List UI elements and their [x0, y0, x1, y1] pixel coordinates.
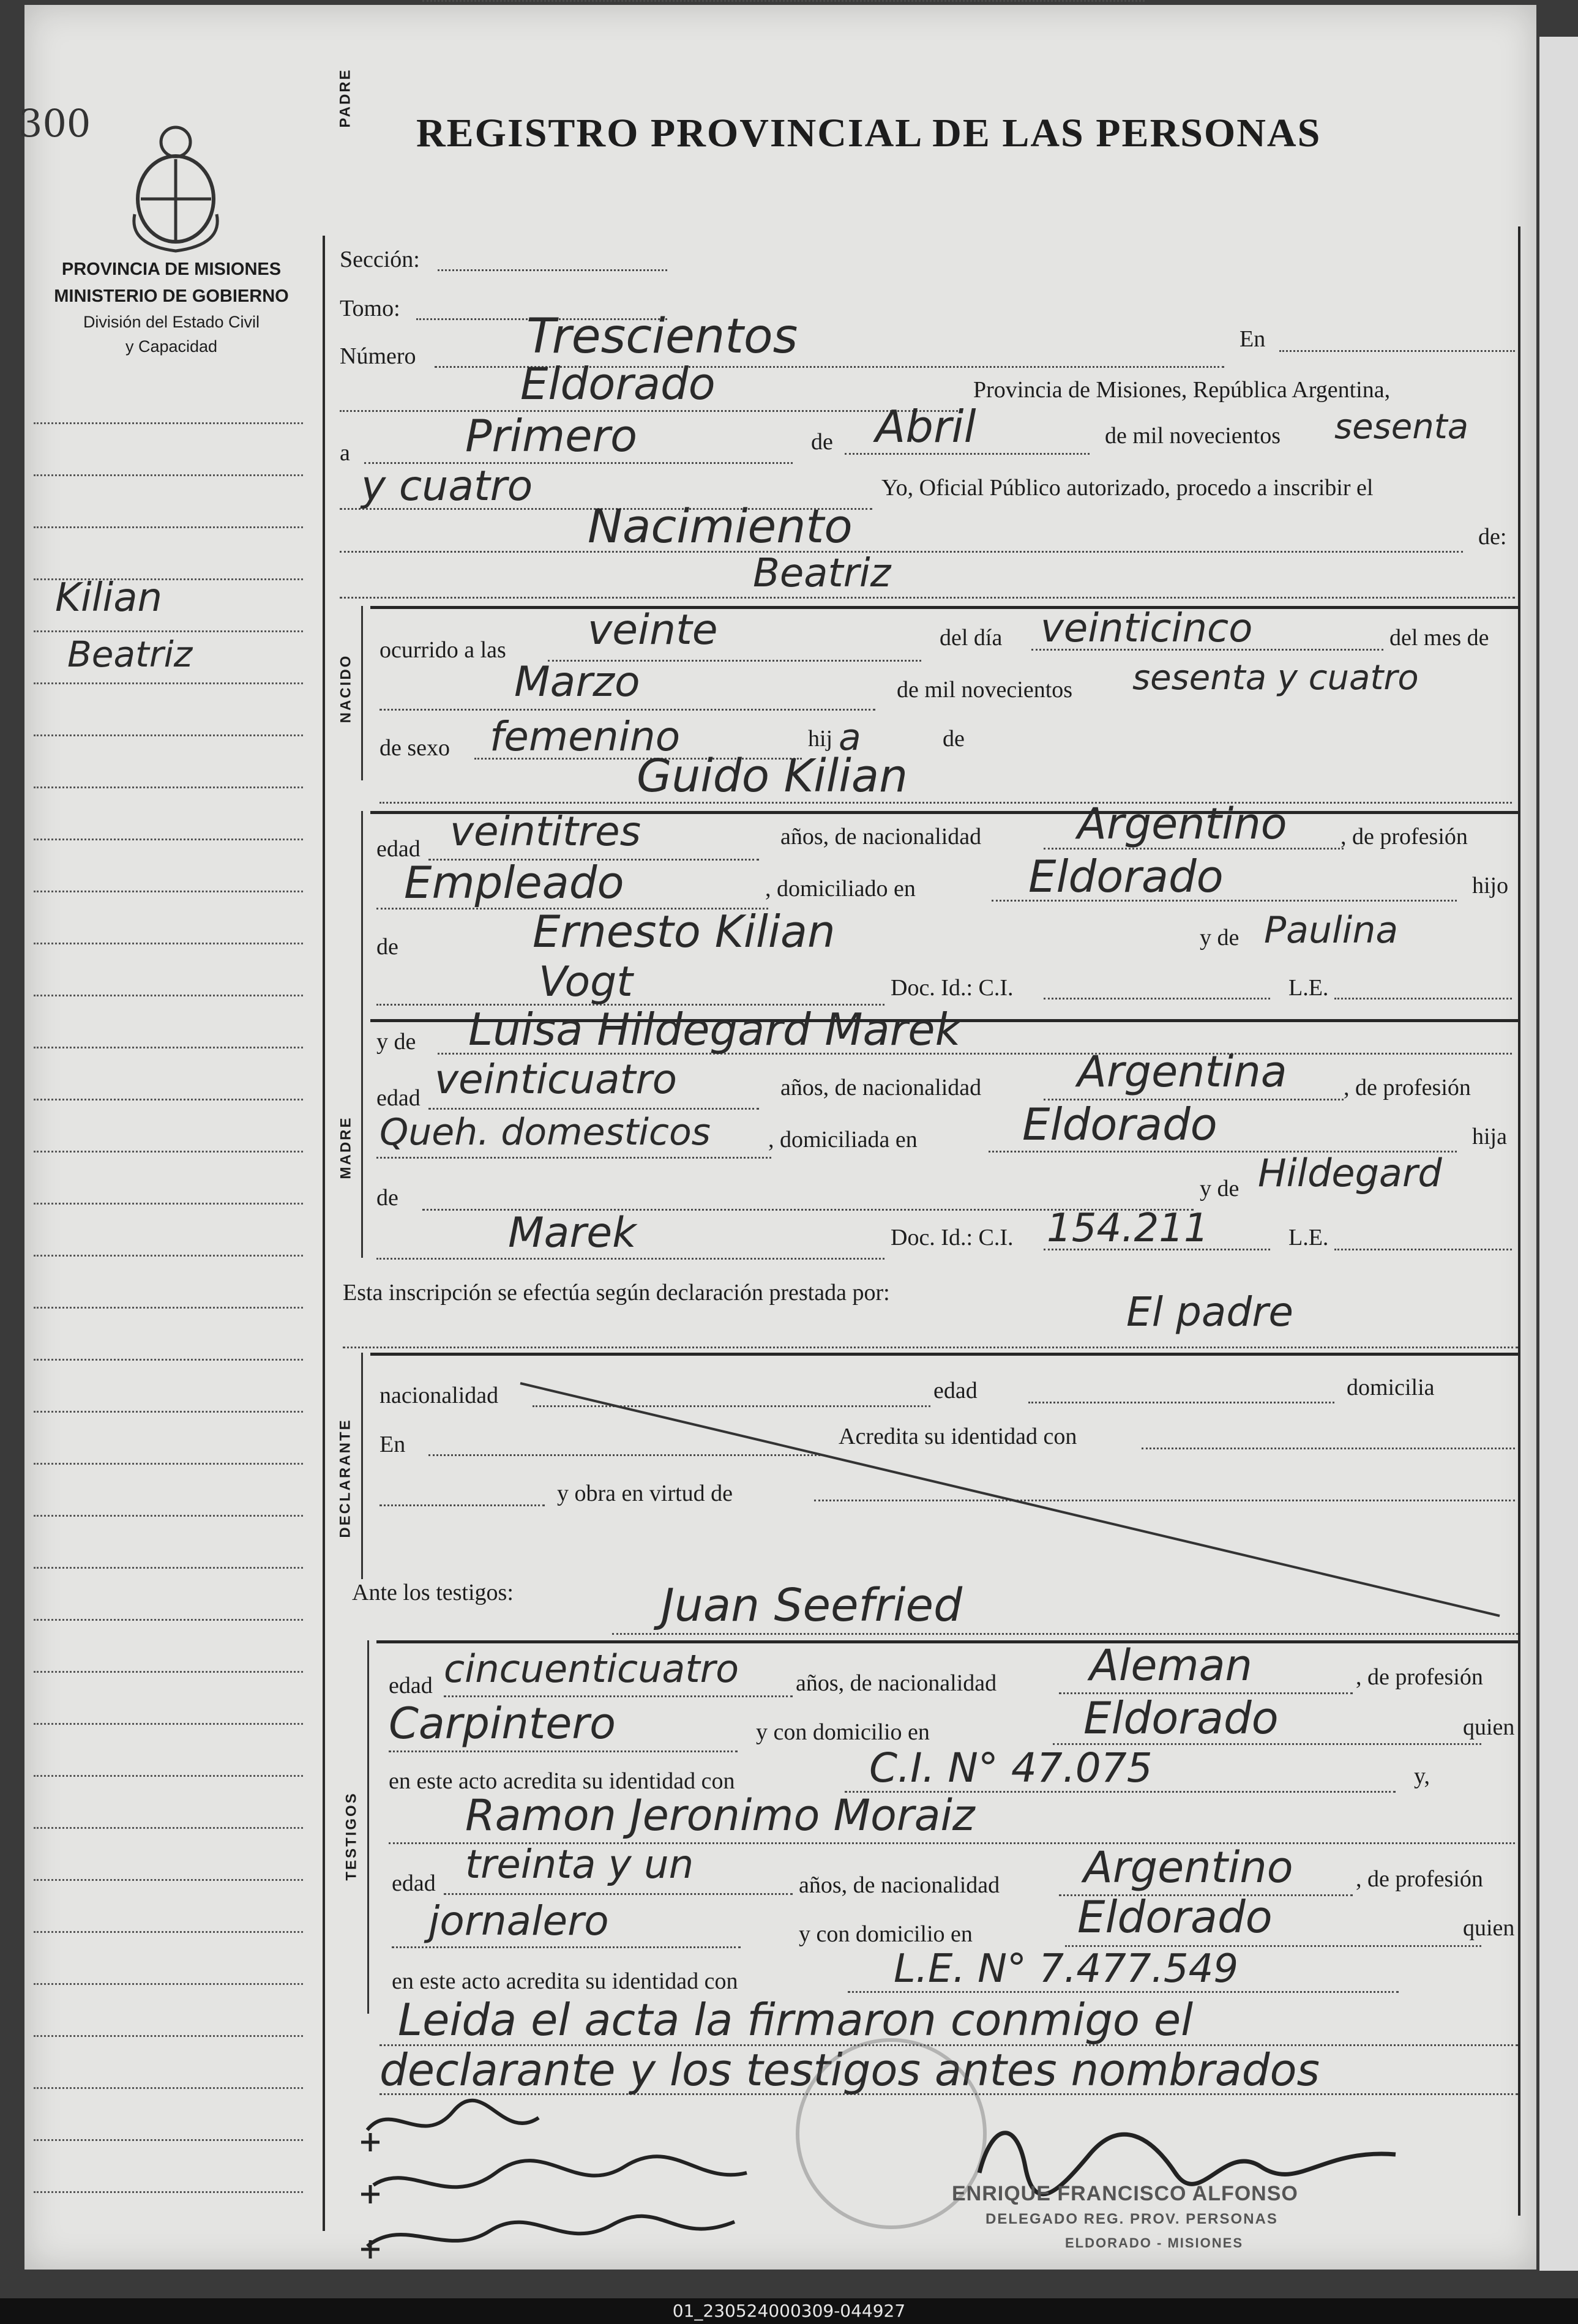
- testigos-bracket: [367, 1640, 369, 2014]
- next-page-edge: [1539, 37, 1578, 2271]
- padre-le-label: L.E.: [1288, 975, 1329, 1001]
- testigo1-line: [612, 1633, 1518, 1635]
- margin-divider: [323, 236, 325, 2231]
- madre-prof-line: [376, 1157, 771, 1159]
- margin-line: [34, 2087, 303, 2089]
- a-label: a: [340, 440, 350, 466]
- nombre-line: [340, 597, 1515, 599]
- padre-edad-label: edad: [376, 836, 421, 862]
- dia-value: Primero: [465, 410, 638, 461]
- margin-line: [34, 2035, 303, 2037]
- madre-prof-value: Queh. domesticos: [380, 1111, 711, 1154]
- t1-quien-label: quien: [1463, 1714, 1515, 1740]
- madre-profesion-label: , de profesión: [1344, 1075, 1471, 1100]
- madre-nac-value: Argentina: [1077, 1047, 1287, 1097]
- testigo1-value: Juan Seefried: [661, 1579, 963, 1632]
- margin-line: [34, 786, 303, 788]
- margin-line: [34, 1151, 303, 1153]
- nacido-section-tag: [334, 609, 358, 768]
- issuer-ministry: MINISTERIO DE GOBIERNO: [54, 286, 289, 306]
- del-mes-label: del mes de: [1389, 625, 1489, 651]
- padre-ci-line: [1044, 998, 1270, 999]
- madre-ci-value: 154.211: [1047, 1206, 1209, 1251]
- margin-line: [34, 682, 303, 684]
- coat-of-arms-icon: [122, 122, 230, 254]
- page-title: REGISTRO PROVINCIAL DE LAS PERSONAS: [416, 111, 1322, 155]
- padre-section-label: PADRE: [337, 68, 354, 128]
- t1-dom-value: Eldorado: [1083, 1692, 1279, 1744]
- t1-y-label: y,: [1414, 1763, 1430, 1789]
- oficial-label: Yo, Oficial Público autorizado, procedo a inscribir el: [881, 475, 1374, 501]
- t1-edad-line: [444, 1695, 793, 1697]
- tomo-label: Tomo:: [340, 296, 400, 321]
- declarante-section-label: DECLARANTE: [337, 1418, 354, 1538]
- declarante-value: El padre: [1126, 1288, 1293, 1336]
- madre-edad-value: veinticuatro: [435, 1056, 677, 1103]
- signatory-name: ENRIQUE FRANCISCO ALFONSO: [952, 2182, 1298, 2205]
- margin-line: [34, 1879, 303, 1881]
- margin-line: [34, 1359, 303, 1361]
- abuelo-value: Ernesto Kilian: [533, 906, 836, 957]
- t1-edad-value: cincuenticuatro: [444, 1646, 739, 1691]
- witness-signatures: [355, 2093, 906, 2277]
- madre-anos-label: años, de nacionalidad: [780, 1075, 982, 1100]
- testigos-top-rule: [376, 1640, 1518, 1643]
- padre-bracket: [361, 811, 363, 1019]
- margin-line: [34, 891, 303, 892]
- margin-line: [34, 1515, 303, 1517]
- madre-bracket: [361, 1019, 363, 1258]
- sexo-value: femenino: [490, 713, 681, 760]
- margin-line: [34, 1047, 303, 1048]
- madre-hija-label: hija: [1472, 1124, 1507, 1149]
- margin-line: [34, 943, 303, 944]
- nacido-section-label: NACIDO: [337, 654, 354, 723]
- padre-doc-label: Doc. Id.: C.I.: [891, 975, 1014, 1001]
- inscripto-nombre-value: Beatriz: [753, 551, 891, 596]
- de-colon-label: de:: [1478, 524, 1507, 550]
- madre-edad-line: [428, 1108, 759, 1110]
- t1-domicilio-label: y con domicilio en: [756, 1719, 930, 1745]
- madre-le-label: L.E.: [1288, 1225, 1329, 1250]
- declarante-top-rule: [370, 1353, 1518, 1356]
- image-id-caption: 01_230524000309-044927: [672, 2301, 906, 2321]
- nacido-bracket: [361, 606, 363, 780]
- de-label: de: [811, 429, 833, 455]
- t2-edad-value: treinta y un: [465, 1842, 694, 1888]
- margin-line: [34, 526, 303, 528]
- padre-anos-label: años, de nacionalidad: [780, 824, 982, 850]
- margin-line: [34, 1255, 303, 1257]
- margin-line: [34, 2139, 303, 2141]
- issuer-province: PROVINCIA DE MISIONES: [61, 260, 282, 279]
- margin-line: [34, 474, 303, 476]
- padre-nombre-line: [380, 802, 1512, 804]
- mes-line: [845, 453, 1090, 455]
- lugar-value: Eldorado: [520, 358, 716, 409]
- t1-prof-value: Carpintero: [389, 1698, 616, 1749]
- anio-nac-value: sesenta y cuatro: [1132, 658, 1419, 698]
- testigo2-value: Ramon Jeronimo Moraiz: [465, 1790, 975, 1840]
- margin-line: [34, 1203, 303, 1205]
- margin-note-surname: Kilian: [55, 575, 163, 621]
- t2-quien-label: quien: [1463, 1915, 1515, 1941]
- mil-novecientos-nac-label: de mil novecientos: [897, 677, 1073, 703]
- t1-nac-value: Aleman: [1090, 1640, 1252, 1691]
- inscripcion-label: Esta inscripción se efectúa según declaración prestada por:: [343, 1280, 890, 1306]
- t2-acredita-label: en este acto acredita su identidad con: [392, 1968, 738, 1994]
- margin-line: [34, 995, 303, 996]
- margin-line: [34, 2191, 303, 2193]
- margin-line: [34, 1099, 303, 1100]
- margin-line: [34, 1307, 303, 1309]
- margin-line: [34, 1723, 303, 1725]
- margin-line: [34, 1411, 303, 1413]
- t2-nac-value: Argentino: [1083, 1842, 1293, 1892]
- decl-acredita-label: Acredita su identidad con: [839, 1424, 1077, 1449]
- t1-prof-line: [389, 1750, 738, 1752]
- issuer-header: [24, 256, 318, 359]
- madre-nombre-value: Luisa Hildegard Marek: [468, 1004, 961, 1055]
- padre-domiciliado-label: , domiciliado en: [765, 876, 916, 902]
- madre-apellido-value: Marek: [508, 1209, 637, 1257]
- mes-value: Abril: [875, 401, 976, 452]
- padre-le-line: [1334, 998, 1512, 999]
- decl-nacionalidad-label: nacionalidad: [380, 1383, 499, 1408]
- abuela-nombre-value: Paulina: [1264, 909, 1399, 952]
- provincia-label: Provincia de Misiones, República Argentina,: [973, 377, 1391, 403]
- madre-doc-label: Doc. Id.: C.I.: [891, 1225, 1014, 1250]
- tipo-line: [340, 551, 1463, 553]
- declarante-line: [343, 1347, 1518, 1348]
- en-label: En: [1240, 326, 1266, 352]
- t2-anos-label: años, de nacionalidad: [799, 1872, 1000, 1898]
- padre-prof-value: Empleado: [404, 857, 624, 908]
- t1-edad-label: edad: [389, 1673, 433, 1698]
- decl-domicilia-label: domicilia: [1347, 1375, 1435, 1400]
- page-number: 300: [18, 101, 91, 146]
- lugar-line: [340, 410, 961, 412]
- abuela-apellido-value: Vogt: [539, 958, 633, 1006]
- t2-edad-label: edad: [392, 1870, 436, 1896]
- t2-prof-value: jornalero: [428, 1897, 609, 1945]
- padre-dom-value: Eldorado: [1028, 851, 1224, 902]
- padre-y-de-label: y de: [1200, 925, 1240, 951]
- madre-dom-value: Eldorado: [1022, 1099, 1217, 1150]
- acta-tipo-value: Nacimiento: [588, 499, 853, 553]
- t2-prof-line: [392, 1946, 741, 1948]
- en-line: [1279, 350, 1515, 352]
- margin-line: [34, 1463, 303, 1465]
- numero-label: Número: [340, 343, 416, 369]
- margin-line: [34, 1827, 303, 1829]
- margin-line: [34, 734, 303, 736]
- padre-hijo-label: hijo: [1472, 873, 1509, 899]
- t2-profesion-label: , de profesión: [1356, 1866, 1483, 1892]
- madre-section-label: MADRE: [337, 1116, 354, 1179]
- cierre-text-2: declarante y los testigos antes nombrados: [380, 2044, 1320, 2096]
- padre-edad-value: veintitres: [450, 808, 641, 855]
- madre-madre-value: Hildegard: [1258, 1151, 1442, 1195]
- mes-nac-value: Marzo: [514, 658, 640, 706]
- margin-line: [34, 1671, 303, 1673]
- hora-value: veinte: [588, 606, 718, 654]
- padre-nac-value: Argentino: [1077, 799, 1287, 849]
- declarante-bracket: [361, 1353, 363, 1579]
- sexo-label: de sexo: [380, 735, 451, 761]
- decl-en-label: En: [380, 1432, 406, 1457]
- padre-section-tag: [334, 0, 358, 196]
- margin-line: [34, 839, 303, 840]
- hij-de-label: de: [943, 726, 965, 752]
- testigos-section-label: TESTIGOS: [343, 1792, 361, 1881]
- signatory-place: ELDORADO - MISIONES: [1065, 2235, 1244, 2251]
- dia-nac-value: veinticinco: [1041, 606, 1253, 651]
- madre-domiciliada-label: , domiciliada en: [768, 1127, 918, 1153]
- t1-profesion-label: , de profesión: [1356, 1664, 1483, 1690]
- anio-value-a: sesenta: [1334, 407, 1469, 447]
- nacido-top-rule: [370, 606, 1518, 609]
- ante-testigos-label: Ante los testigos:: [352, 1580, 514, 1605]
- madre-y-de-label: y de: [376, 1029, 416, 1055]
- hij-suffix: a: [839, 716, 861, 759]
- right-border: [1518, 226, 1520, 2216]
- madre-edad-label: edad: [376, 1085, 421, 1111]
- cierre-text-1: Leida el acta la firmaron conmigo el: [398, 1994, 1194, 2046]
- anio-value-b: y cuatro: [361, 462, 533, 510]
- abuelo-line: [422, 0, 1145, 2]
- margin-line: [34, 1619, 303, 1621]
- t1-acredita-label: en este acto acredita su identidad con: [389, 1768, 735, 1794]
- madre-le-line: [1334, 1249, 1512, 1250]
- seccion-line: [438, 269, 667, 271]
- madre-de-label: de: [376, 1185, 398, 1211]
- t1-doc-value: C.I. N° 47.075: [869, 1744, 1153, 1792]
- t1-anos-label: años, de nacionalidad: [796, 1670, 997, 1696]
- madre-section-tag: [334, 1034, 358, 1261]
- declarante-section-tag: [334, 1377, 358, 1579]
- t2-dom-value: Eldorado: [1077, 1891, 1273, 1943]
- del-dia-label: del día: [940, 625, 1003, 651]
- padre-de-label: de: [376, 934, 398, 960]
- issuer-capacity: y Capacidad: [125, 337, 218, 356]
- t2-domicilio-label: y con domicilio en: [799, 1921, 973, 1947]
- margin-line: [34, 1775, 303, 1777]
- seccion-label: Sección:: [340, 247, 420, 272]
- t2-doc-value: L.E. N° 7.477.549: [894, 1946, 1239, 1992]
- mil-novecientos-label: de mil novecientos: [1105, 423, 1281, 449]
- margin-line: [34, 1931, 303, 1933]
- issuer-division: División del Estado Civil: [83, 313, 260, 331]
- mes-nac-line: [380, 709, 875, 711]
- margin-line: [34, 630, 303, 632]
- testigos-section-tag: [340, 1708, 364, 1965]
- t2-edad-line: [444, 1893, 793, 1895]
- signatory-role: DELEGADO REG. PROV. PERSONAS: [985, 2211, 1278, 2227]
- madre-apellido-line: [376, 1258, 884, 1260]
- decl-edad-label: edad: [933, 1378, 978, 1403]
- numero-value: Trescientos: [526, 309, 798, 364]
- margin-note-name: Beatriz: [67, 633, 193, 675]
- padre-nombre-value: Guido Kilian: [637, 750, 908, 802]
- hij-label: hij: [808, 726, 833, 752]
- decl-obra-label: y obra en virtud de: [557, 1481, 733, 1506]
- madre-y-de-2-label: y de: [1200, 1176, 1240, 1201]
- margin-line: [34, 1983, 303, 1985]
- ocurrido-label: ocurrido a las: [380, 637, 506, 663]
- margin-line: [34, 422, 303, 424]
- padre-profesion-label: , de profesión: [1341, 824, 1468, 850]
- margin-line: [34, 1567, 303, 1569]
